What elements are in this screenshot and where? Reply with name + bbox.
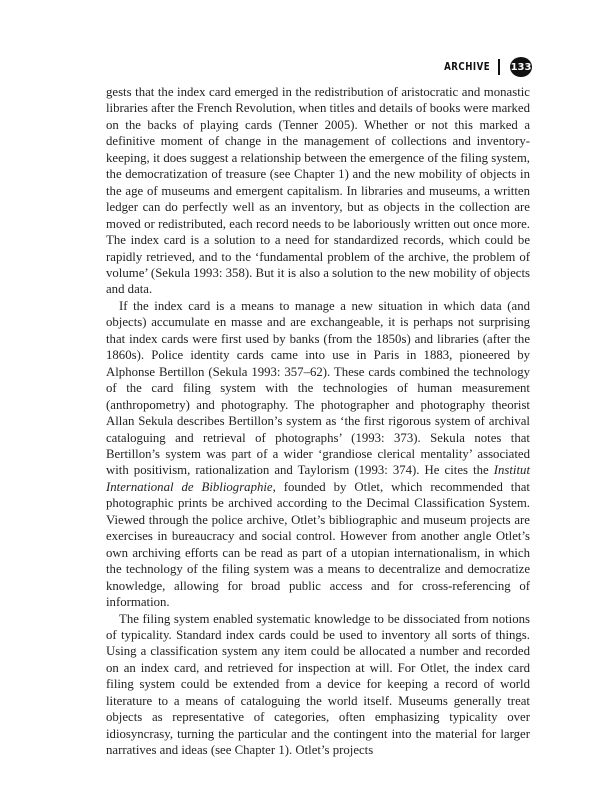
paragraph-text: If the index card is a means to manage a new situation in which data (and objects) accumulate en masse and are exchangeable, it is perhaps not surprising that index cards were first used by banks (from the 1850s) and libraries (after the 1860s). Police identity cards came into use in Paris in 1883, pioneered by Alphonse Bertillon (Sekula 1993: 357–62). These cards combined the technology of the card filing system with the technologies of human measurement (anthropometry) and photography. The photographer and photography theorist Allan Sekula describes Bertillon’s system as ‘the first rigorous system of archival cataloguing and retrieval of photographs’ (1993: 373). Sekula notes that Bertillon’s system was part of a wider ‘grandiose clerical mentality’ associated with positivism, rationalization and Taylorism (1993: 374). He cites the (106, 298, 530, 478)
header-divider (498, 59, 500, 75)
paragraph-3 (106, 611, 530, 759)
running-head: ARCHIVE (443, 61, 490, 73)
page-header (434, 57, 532, 77)
paragraph-text: , founded by Otlet, which recommended that photographic prints be archived according to the Decimal Classification System. Viewed through the police archive, Otlet’s bibliographic and museum projects are exercises in bureaucracy and social control. However from another angle Otlet’s own archiving efforts can be read as part of a utopian internationalism, in which the technology of the filing system was a means to decentralize and democratize knowledge, allowing for broad public access and for cross-referencing of information. (106, 479, 530, 610)
page-number: 133 (510, 57, 532, 77)
paragraph-text: The filing system enabled systematic knowledge to be dissociated from notions of typicality. Standard index cards could be used to inventory all sorts of things. Using a classification system any item could be allocated a number and recorded on an index card, and retrieved for inspection at will. For Otlet, the index card filing system could be extended from a device for keeping a record of world literature to a means of cataloguing the world itself. Museums generally treat objects as representative of categories, often emphasizing typicality over idiosyncrasy, turning the particular and the contingent into the material for larger narratives and ideas (see Chapter 1). Otlet’s projects (106, 611, 530, 758)
paragraph-2 (106, 298, 530, 611)
paragraph-text: gests that the index card emerged in the redistribution of aristocratic and monastic libraries after the French Revolution, when titles and details of books were marked on the backs of playing cards (Tenner 2005). Whether or not this marked a definitive moment of change in the management of collections and inventory-keeping, it does suggest a relationship between the emergence of the filing system, the democratization of treasure (see Chapter 1) and the new mobility of objects in the age of museums and emergent capitalism. In libraries and museums, a written ledger can do perfectly well as an inventory, but as objects in the collection are moved or redistributed, each record needs to be laboriously written out once more. The index card is a solution to a need for standardized records, which could be rapidly retrieved, and to the ‘fundamental problem of the archive, the problem of volume’ (Sekula 1993: 358). But it is also a solution to the new mobility of objects and data. (106, 85, 530, 297)
institution-title: Institut International de Bibliographie (106, 463, 530, 494)
body-text (106, 84, 530, 759)
paragraph-1 (106, 84, 530, 298)
